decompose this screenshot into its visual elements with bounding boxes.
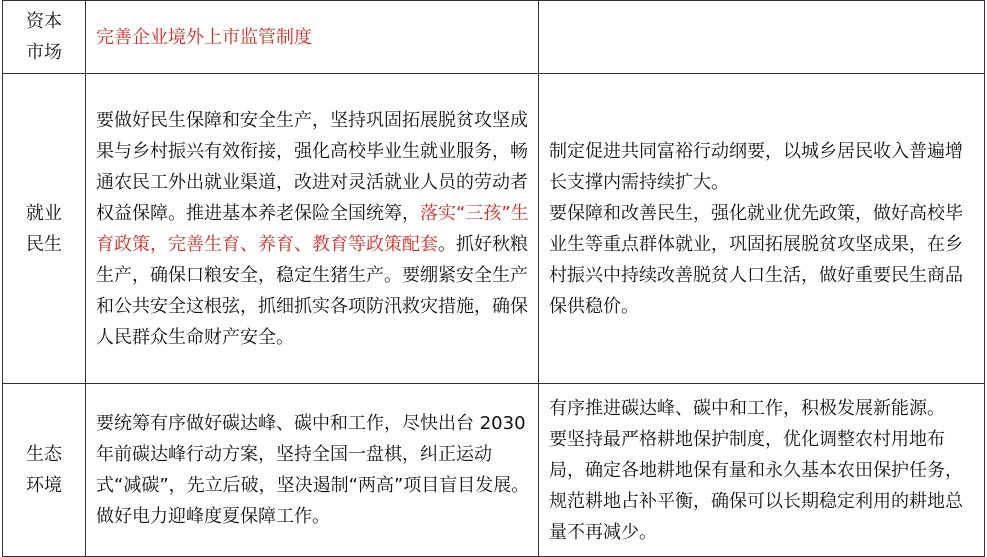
table-row	[3, 74, 985, 384]
policy-table	[2, 0, 985, 557]
policy-paragraph: 制定促进共同富裕行动纲要，以城乡居民收入普遍增长支撑内需持续扩大。	[549, 140, 963, 193]
policy-text-highlight: 完善企业境外上市监管制度	[96, 26, 312, 48]
policy-text: 要统筹有序做好碳达峰、碳中和工作，尽快出台 2030 年前碳达峰行动方案，坚持全国一盘棋，纠正运动式“减碳”，先立后破，坚决遏制“两高”项目盲目发展。做好电力迎峰度夏保障工作。	[96, 413, 530, 527]
table-row	[3, 1, 985, 74]
policy-paragraph: 要坚持最严格耕地保护制度，优化调整农村用地布局，确定各地耕地保有量和永久基本农田保护任务，规范耕地占补平衡，确保可以长期稳定利用的耕地总量不再减少。	[549, 428, 963, 543]
category-label: 生态 环境	[26, 444, 62, 496]
category-cell	[3, 384, 86, 557]
right-cell	[539, 74, 985, 384]
table-row	[3, 384, 985, 557]
category-cell	[3, 1, 86, 74]
middle-cell	[86, 1, 539, 74]
middle-cell	[86, 384, 539, 557]
category-label: 资本 市场	[26, 11, 62, 63]
policy-paragraph: 要保障和改善民生，强化就业优先政策，做好高校毕业生等重点群体就业，巩固拓展脱贫攻坚成果，在乡村振兴中持续改善脱贫人口生活，做好重要民生商品保供稳价。	[549, 202, 963, 317]
category-label: 就业 民生	[26, 202, 62, 255]
policy-text: 要做好民生保障和安全生产，坚持巩固拓展脱贫攻坚成果与乡村振兴有效衔接，强化高校毕业生就业服务，畅通农民工外出就业渠道，改进对灵活就业人员的劳动者权益保障。推进基本养老保险全国统筹，	[96, 109, 528, 224]
right-cell	[539, 384, 985, 557]
middle-cell	[86, 74, 539, 384]
policy-paragraph: 有序推进碳达峰、碳中和工作，积极发展新能源。	[549, 397, 945, 419]
policy-text-highlight: 落实“三孩”生育政策，完善生育、养育、教育等政策配套	[96, 202, 529, 255]
category-cell	[3, 74, 86, 384]
policy-text: 。抓好秋粮生产，确保口粮安全，稳定生猪生产。要绷紧安全生产和公共安全这根弦，抓细抓实各项防汛救灾措施，确保人民群众生命财产安全。	[96, 233, 528, 348]
right-cell-empty	[539, 1, 985, 74]
